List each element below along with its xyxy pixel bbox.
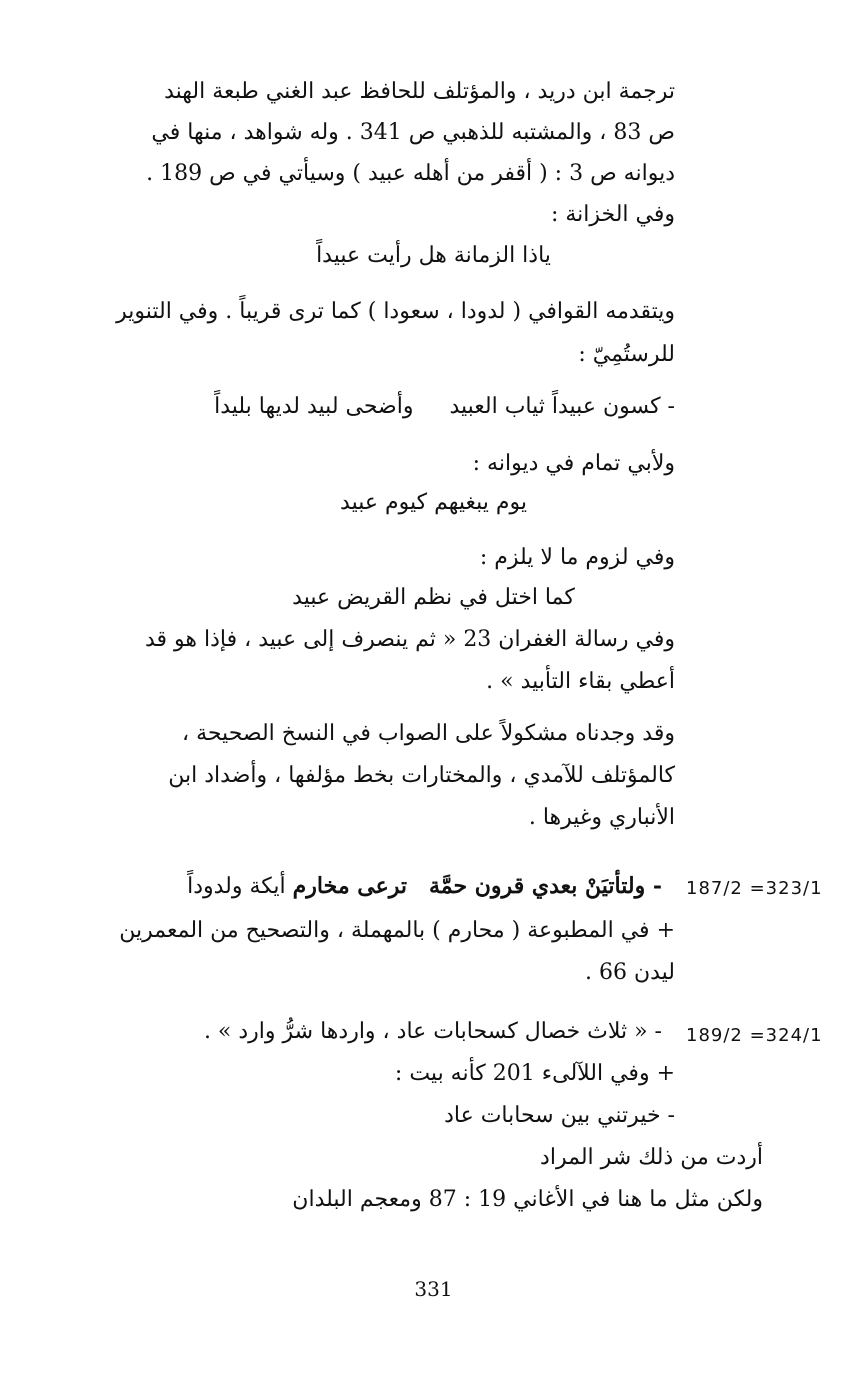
verse-hemistich-end: أيكة ولدوداً xyxy=(187,874,286,899)
verse-line: كما اختل في نظم القريض عبيد xyxy=(292,585,575,610)
page-number: 331 xyxy=(414,1277,453,1301)
verse-line: ياذا الزمانة هل رأيت عبيداً xyxy=(316,243,551,268)
text-line: ولكن مثل ما هنا في الأغاني 19 : 87 ومعجم البلدان xyxy=(292,1187,763,1212)
entry-reference: 187/2 =323/1 xyxy=(686,878,823,899)
quote-line: - « ثلاث خصال كسحابات عاد ، واردها شرُّ وارد » . xyxy=(203,1019,662,1044)
text-line: وفي لزوم ما لا يلزم : xyxy=(479,545,675,570)
text-line: وفي الخزانة : xyxy=(550,202,675,227)
verse-line xyxy=(187,870,662,903)
verse-line xyxy=(214,391,675,423)
text-line: ديوانه ص 3 : ( أقفر من أهله عبيد ) وسيأتي في ص 189 . xyxy=(146,161,675,186)
verse-hemistich-2: وأضحى لبيد لديها بليداً xyxy=(214,394,414,419)
text-line: وفي رسالة الغفران 23 « ثم ينصرف إلى عبيد ، فإذا هو قد xyxy=(145,627,675,652)
text-line: ويتقدمه القوافي ( لدودا ، سعودا ) كما ترى قريباً . وفي التنوير xyxy=(116,299,675,324)
text-line: الأنباري وغيرها . xyxy=(528,805,675,830)
verse-line: يوم يبغيهم كيوم عبيد xyxy=(340,490,527,515)
text-line: كالمؤتلف للآمدي ، والمختارات بخط مؤلفها ، وأضداد ابن xyxy=(168,763,675,788)
verse-line: - خيرتني بين سحابات عاد xyxy=(444,1103,675,1128)
text-line: وقد وجدناه مشكولاً على الصواب في النسخ الصحيحة ، xyxy=(181,721,675,746)
text-line: ترجمة ابن دريد ، والمؤتلف للحافظ عبد الغني طبعة الهند xyxy=(164,79,675,104)
verse-hemistich-2: ترعى مخارم xyxy=(292,873,407,899)
footnote-line: ليدن 66 . xyxy=(584,960,675,985)
text-line: للرستُمِيّ : xyxy=(578,342,675,367)
entry-reference: 189/2 =324/1 xyxy=(686,1025,823,1046)
text-line: أعطي بقاء التأبيد » . xyxy=(486,669,675,694)
text-line: ولأبي تمام في ديوانه : xyxy=(472,451,675,476)
footnote-line: + في المطبوعة ( محارم ) بالمهملة ، والتصحيح من المعمرين xyxy=(119,918,675,943)
verse-hemistich-1: - ولتأتيَنْ بعدي قرون حمَّة xyxy=(429,873,662,899)
verse-hemistich-1: - كسون عبيداً ثياب العبيد xyxy=(449,394,675,419)
text-line: ص 83 ، والمشتبه للذهبي ص 341 . وله شواهد ، منها في xyxy=(151,120,675,145)
verse-line: أردت من ذلك شر المراد xyxy=(540,1145,763,1170)
footnote-line: + وفي اللآلىء 201 كأنه بيت : xyxy=(394,1061,675,1086)
